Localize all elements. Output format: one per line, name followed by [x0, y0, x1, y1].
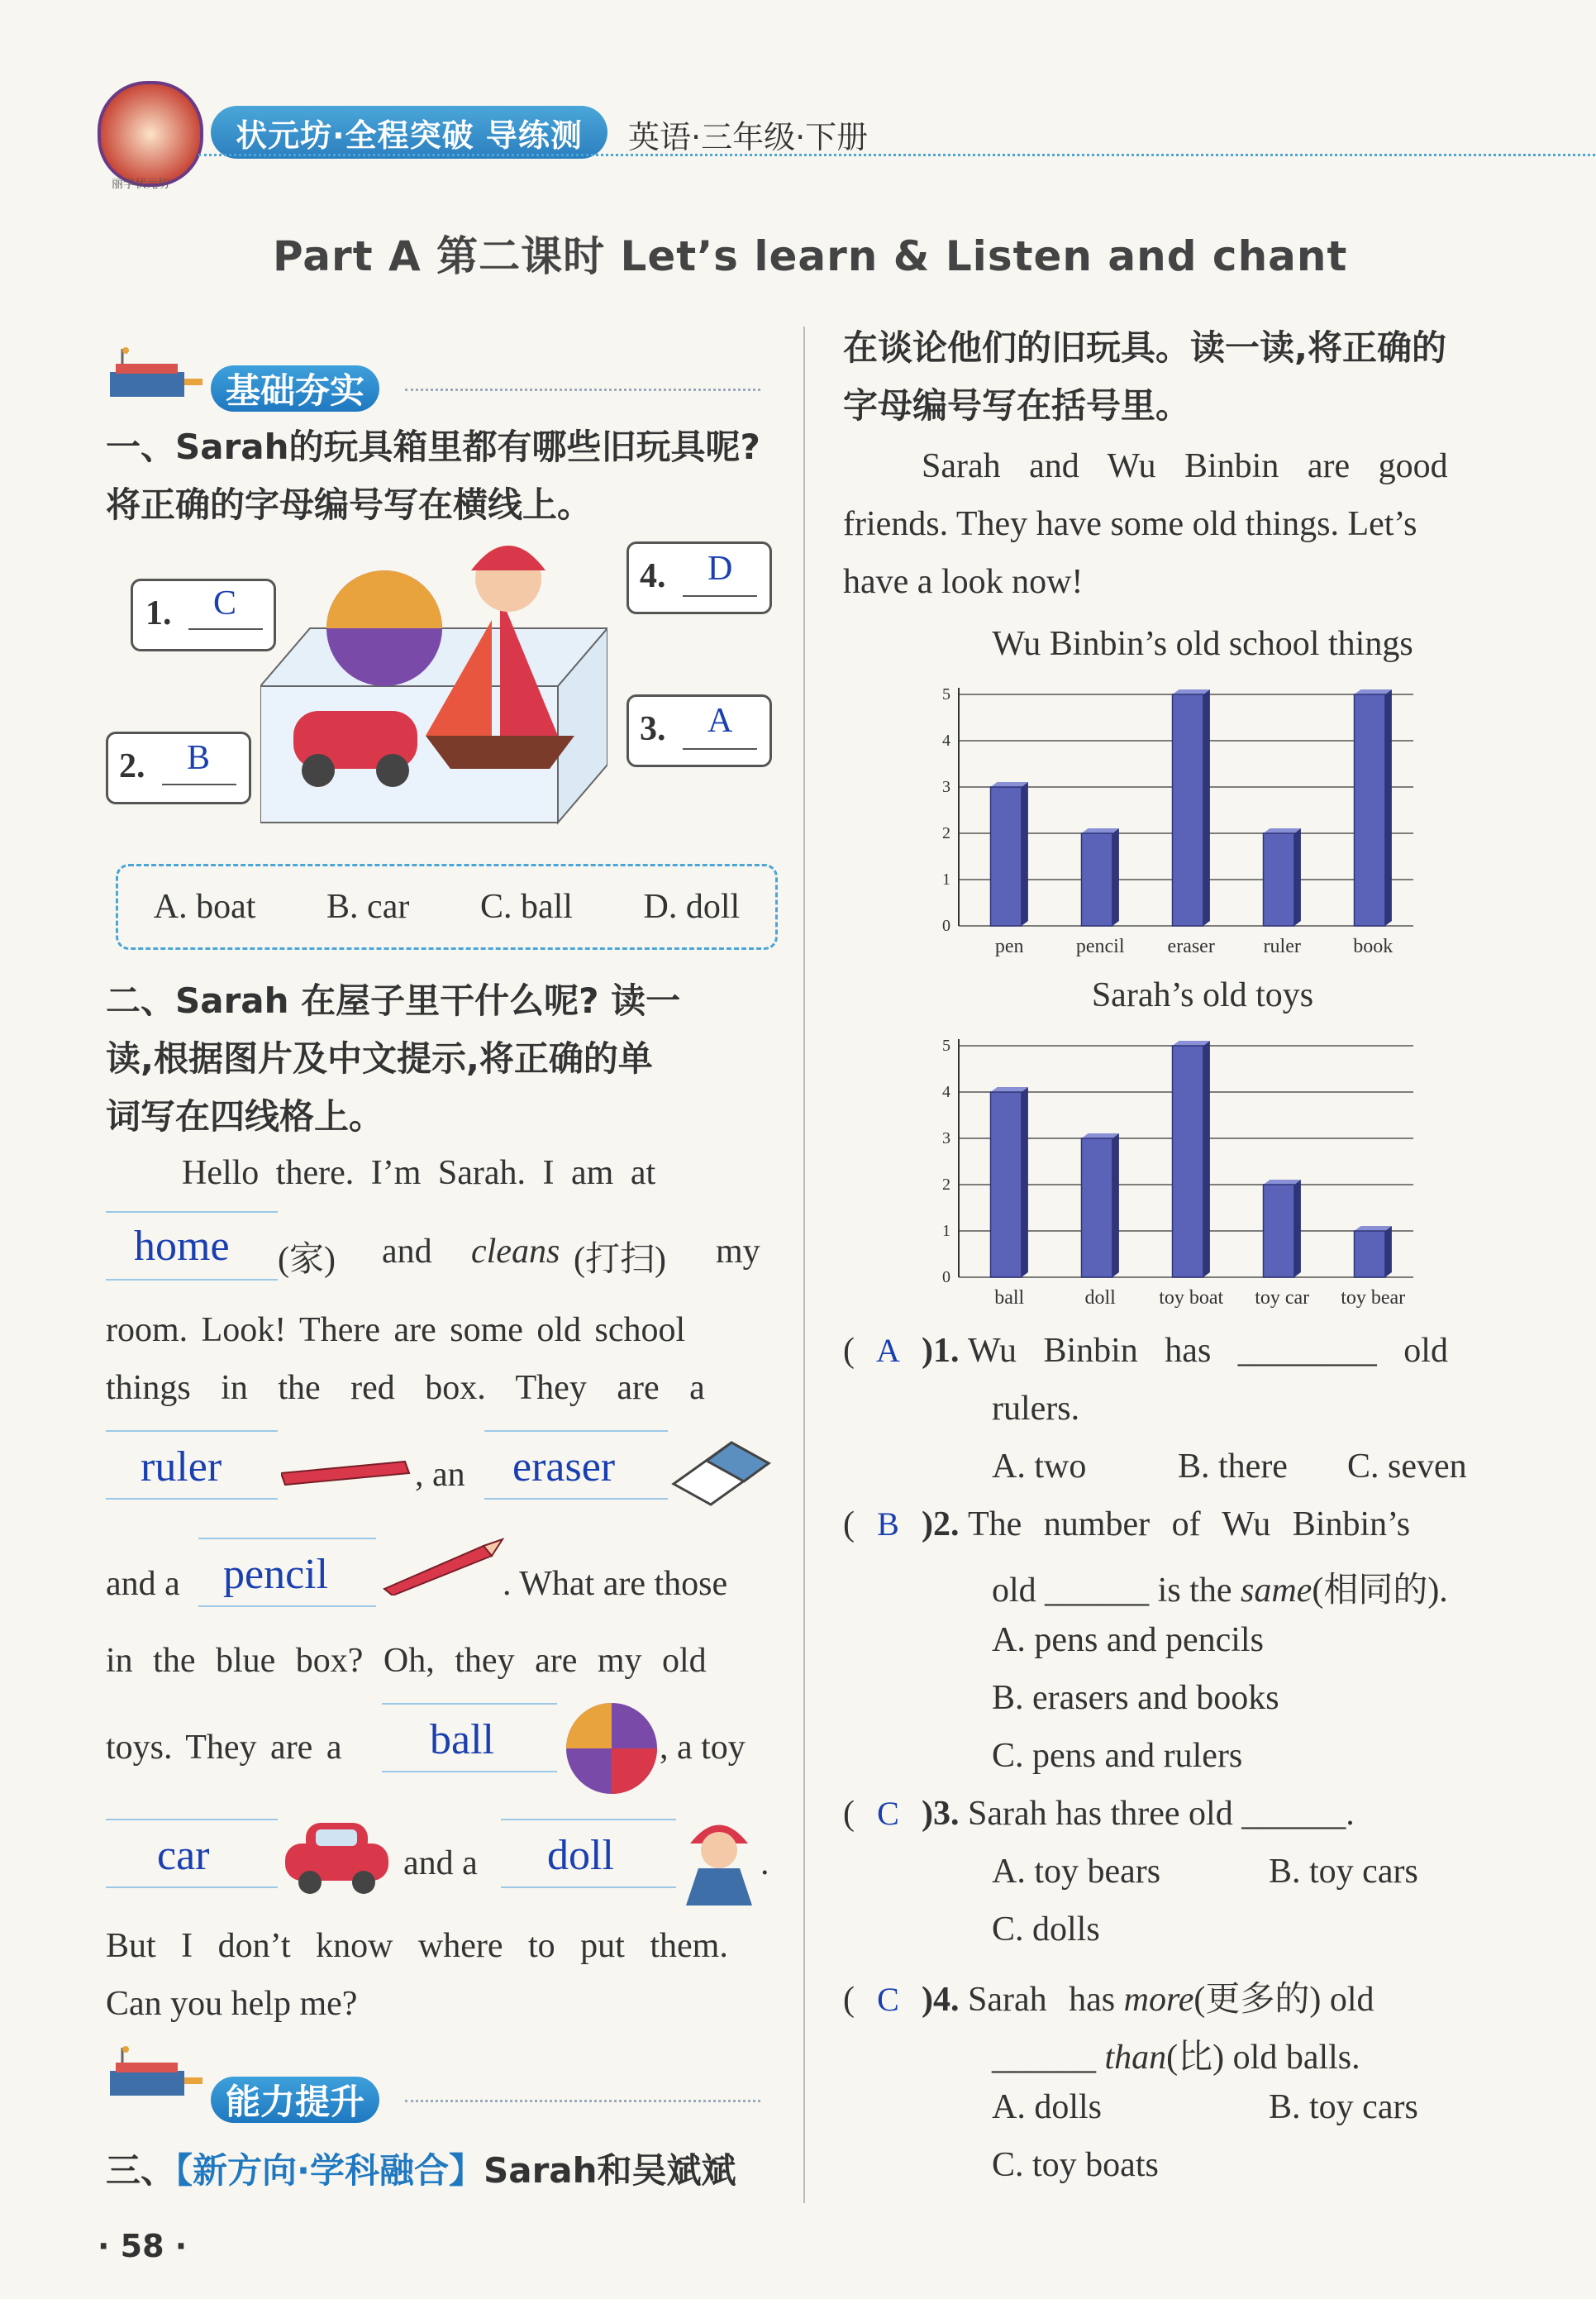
label-line-3: [683, 748, 757, 750]
series-badge: 状元坊·全程突破 导练测: [211, 106, 607, 159]
q3-prompt: [106, 2141, 736, 2201]
q1-option-b: B. car: [326, 888, 410, 926]
chart2-bar-side: [1203, 1041, 1210, 1277]
chart2-bar-side: [1385, 1226, 1392, 1277]
q4-num: )4.: [922, 1981, 960, 2019]
toy-box-illustration: [260, 546, 607, 827]
q3-q4-opts: [992, 2087, 1418, 2127]
ruler-icon: [281, 1455, 413, 1488]
page-title: Part A 第二课时 Let’s learn & Listen and chant: [273, 232, 1348, 280]
q1-num: )1.: [922, 1332, 960, 1370]
chart2-ytick: 4: [942, 1083, 950, 1101]
q2-and-a2: and a: [403, 1844, 478, 1882]
q2-prompt-line2: 读,根据图片及中文提示,将正确的单: [106, 1038, 653, 1079]
q3-q1: [843, 1331, 1448, 1371]
column-divider: [803, 327, 805, 2203]
q2-line11: Can you help me?: [106, 1985, 358, 2023]
chart2-bar-top: [1264, 1180, 1301, 1185]
q2-and: and: [382, 1233, 432, 1271]
chart1: [917, 678, 1446, 967]
chart1-bar-top: [1082, 828, 1119, 833]
q4-opt-b: B. toy cars: [1269, 2088, 1418, 2126]
q3-prompt-prefix: 三、: [106, 2150, 176, 2191]
chart1-bar-side: [1203, 689, 1210, 926]
chart2-bar-top: [1082, 1133, 1119, 1138]
q3-paren-open: (: [843, 1795, 855, 1833]
q3-cont-line2: 字母编号写在括号里。: [843, 385, 1191, 426]
q3-opt-c: C. dolls: [992, 1910, 1100, 1948]
q3-stem1: Sarah has three old ______.: [968, 1795, 1355, 1833]
chart1-ytick: 2: [942, 824, 950, 842]
q2-opt-b: B. erasers and books: [992, 1679, 1279, 1717]
fill-ball[interactable]: ball: [430, 1716, 494, 1763]
chart1-bar: [1082, 833, 1112, 926]
chart1-ytick: 1: [942, 870, 950, 889]
chart2-bar: [1173, 1046, 1203, 1277]
logo-caption: 丽学状元坊: [112, 178, 169, 191]
chart2-bar: [991, 1092, 1022, 1277]
page-number: · 58 ·: [98, 2228, 188, 2264]
q3-prompt-rest: Sarah和吴斌斌: [483, 2150, 736, 2191]
q3-q1-stem2: rulers.: [992, 1390, 1080, 1428]
chart1-bar-side: [1022, 782, 1028, 926]
chart2-category-label: doll: [1084, 1287, 1116, 1309]
chart1-ytick: 3: [942, 778, 950, 796]
q3-q4: [843, 1972, 1374, 2021]
fill-ruler[interactable]: ruler: [141, 1443, 222, 1491]
cleans-hint: (打扫): [574, 1241, 666, 1279]
label-num-3: 3.: [640, 710, 666, 748]
chart1-bar-top: [1264, 828, 1301, 833]
chart2: [917, 1029, 1446, 1319]
q2-line7: in the blue box? Oh, they are my old: [106, 1642, 707, 1680]
q2-paren-open: (: [843, 1505, 855, 1543]
q1-paren-open: (: [843, 1332, 855, 1370]
subject-label: 英语·三年级·下册: [628, 119, 869, 155]
header-rule: [198, 154, 1595, 156]
chart1-ytick: 0: [942, 917, 950, 935]
chart1-bar-top: [991, 782, 1028, 787]
chart1-category-label: book: [1353, 936, 1394, 957]
q3-q1-opts: [992, 1447, 1467, 1486]
q1-options-box: [116, 864, 778, 950]
label-num-2: 2.: [119, 747, 145, 785]
chart2-ytick: 5: [942, 1037, 950, 1055]
q2-line4: things in the red box. They are a: [106, 1369, 705, 1407]
chart2-category-label: toy car: [1255, 1287, 1310, 1309]
chart2-bar: [1355, 1231, 1385, 1277]
home-hint: (家): [278, 1241, 336, 1279]
label-line-1: [188, 628, 263, 630]
q2-cleans: cleans: [471, 1233, 560, 1271]
q4-stem1a: Sarah has: [968, 1981, 1116, 2019]
chart2-category-label: toy bear: [1341, 1287, 1406, 1309]
q3-passage-l2: friends. They have some old things. Let’s: [843, 505, 1417, 543]
chart2-category-label: ball: [994, 1287, 1025, 1309]
q2-stem2b: same: [1241, 1572, 1313, 1610]
car-icon: [281, 1815, 393, 1897]
q1-answer[interactable]: A: [876, 1332, 900, 1369]
fill-pencil[interactable]: pencil: [223, 1551, 329, 1598]
label-num-4: 4.: [640, 557, 666, 595]
q4-stem2a: ______: [992, 2039, 1096, 2077]
q4-paren-open: (: [843, 1981, 855, 2019]
q3-answer[interactable]: C: [877, 1795, 899, 1832]
section-advanced-rule: [405, 2100, 760, 2102]
books-icon: [106, 347, 205, 405]
chart1-title: Wu Binbin’s old school things: [992, 625, 1413, 663]
q2-line3: room. Look! There are some old school: [106, 1311, 686, 1349]
q1-opt-a: A. two: [992, 1448, 1087, 1486]
chart2-bar: [1082, 1138, 1112, 1277]
label-num-1: 1.: [145, 594, 172, 632]
section-basic-rule: [405, 389, 760, 391]
q3-opt-a: A. toy bears: [992, 1853, 1161, 1891]
q3-q2: [843, 1505, 1410, 1544]
q2-stem2c: (相同的).: [1312, 1572, 1448, 1610]
chart2-title: Sarah’s old toys: [1091, 976, 1314, 1014]
chart1-bar: [1264, 833, 1294, 926]
q2-an: , an: [415, 1456, 465, 1494]
q2-prompt-line3: 词写在四线格上。: [106, 1096, 384, 1137]
q3-q4-stem2: [992, 2030, 1360, 2079]
chart1-bar-side: [1112, 828, 1119, 926]
chart1-category-label: ruler: [1263, 936, 1301, 957]
eraser-icon: [665, 1426, 773, 1517]
q2-line1: Hello there. I’m Sarah. I am at: [182, 1154, 656, 1192]
q2-my: my: [716, 1233, 760, 1271]
q3-q2-stem2: [992, 1562, 1448, 1612]
chart1-bar-top: [1355, 689, 1392, 694]
q3-q3: [843, 1794, 1355, 1834]
pencil-icon: [380, 1538, 504, 1595]
q2-what: . What are those: [503, 1565, 728, 1603]
q4-stem2c: (比) old balls.: [1166, 2039, 1360, 2077]
section-advanced-badge: 能力提升: [211, 2077, 379, 2123]
books-icon-2: [106, 2046, 205, 2104]
fill-eraser[interactable]: eraser: [512, 1443, 616, 1491]
q3-cont-line1: 在谈论他们的旧玩具。读一读,将正确的: [843, 327, 1446, 368]
chart2-bar-side: [1112, 1133, 1119, 1277]
q1-prompt-line2: 将正确的字母编号写在横线上。: [106, 484, 593, 525]
chart1-bar: [991, 787, 1022, 926]
chart1-ytick: 5: [942, 685, 950, 704]
chart1-bar: [1173, 694, 1203, 926]
chart2-bar-side: [1022, 1087, 1028, 1277]
chart2-bar-top: [1173, 1041, 1210, 1046]
q3-num: )3.: [922, 1795, 960, 1833]
chart2-ytick: 2: [942, 1176, 950, 1194]
q2-period: .: [760, 1844, 769, 1882]
label-line-4: [683, 595, 757, 597]
label-line-2: [162, 784, 236, 785]
q3-opt-b: B. toy cars: [1269, 1853, 1418, 1891]
q3-passage-l1: Sarah and Wu Binbin are good: [922, 447, 1448, 485]
q2-a-toy: , a toy: [660, 1729, 746, 1767]
q1-option-d: D. doll: [643, 888, 741, 926]
chart1-category-label: pencil: [1075, 936, 1125, 957]
label-answer-3[interactable]: A: [707, 702, 733, 740]
chart2-ytick: 3: [942, 1129, 950, 1147]
q2-toys: toys. They are a: [106, 1729, 342, 1767]
q2-answer[interactable]: B: [877, 1505, 899, 1543]
chart1-bar-side: [1294, 828, 1301, 926]
q1-opt-b: B. there: [1178, 1448, 1288, 1486]
q3-passage-l3: have a look now!: [843, 563, 1084, 601]
logo: [98, 81, 203, 187]
ball-icon: [562, 1699, 661, 1798]
q1-option-c: C. ball: [479, 888, 573, 926]
chart2-ytick: 1: [942, 1222, 950, 1240]
q2-opt-c: C. pens and rulers: [992, 1737, 1243, 1775]
label-answer-4[interactable]: D: [707, 550, 733, 588]
fill-doll[interactable]: doll: [547, 1832, 614, 1879]
chart1-bar: [1355, 694, 1385, 926]
chart1-category-label: pen: [994, 936, 1024, 957]
q1-option-a: A. boat: [153, 888, 256, 926]
chart2-bar-side: [1294, 1180, 1301, 1277]
q2-stem2a: old ______ is the: [992, 1572, 1232, 1610]
doll-icon: [678, 1810, 760, 1910]
chart1-bar-side: [1385, 689, 1392, 926]
chart2-category-label: toy boat: [1159, 1287, 1224, 1309]
fill-car[interactable]: car: [157, 1832, 210, 1879]
chart2-bar-top: [991, 1087, 1028, 1092]
label-answer-2[interactable]: B: [187, 739, 211, 777]
q3-q3-opts: [992, 1852, 1418, 1891]
chart1-category-label: eraser: [1167, 936, 1215, 957]
q1-opt-c: C. seven: [1347, 1448, 1467, 1486]
chart2-bar-top: [1355, 1226, 1392, 1231]
fill-home[interactable]: home: [134, 1223, 230, 1270]
q4-answer[interactable]: C: [877, 1981, 899, 2018]
q2-and-a: and a: [106, 1565, 180, 1603]
chart2-ytick: 0: [942, 1268, 950, 1286]
q2-opt-a: A. pens and pencils: [992, 1621, 1264, 1659]
q1-stem1: Wu Binbin has ________ old: [968, 1332, 1448, 1370]
q4-stem1c: (更多的) old: [1193, 1981, 1374, 2019]
q4-stem1b: more: [1123, 1981, 1194, 2019]
q3-prompt-tag: 【新方向·学科融合】: [175, 2150, 484, 2191]
q2-num: )2.: [922, 1505, 960, 1543]
q2-stem1: The number of Wu Binbin’s: [968, 1505, 1411, 1543]
q4-opt-a: A. dolls: [992, 2088, 1103, 2126]
q4-stem2b: than: [1104, 2039, 1167, 2077]
q2-line10: But I don’t know where to put them.: [106, 1927, 728, 1965]
section-basic-badge: 基础夯实: [211, 365, 379, 412]
chart1-ytick: 4: [942, 732, 950, 750]
chart2-bar: [1264, 1185, 1294, 1277]
q2-prompt-line1: 二、Sarah 在屋子里干什么呢? 读一: [106, 980, 681, 1021]
label-answer-1[interactable]: C: [213, 584, 237, 622]
q4-opt-c: C. toy boats: [992, 2146, 1159, 2184]
q1-prompt-line1: 一、Sarah的玩具箱里都有哪些旧玩具呢?: [106, 427, 760, 467]
chart1-bar-top: [1173, 689, 1210, 694]
